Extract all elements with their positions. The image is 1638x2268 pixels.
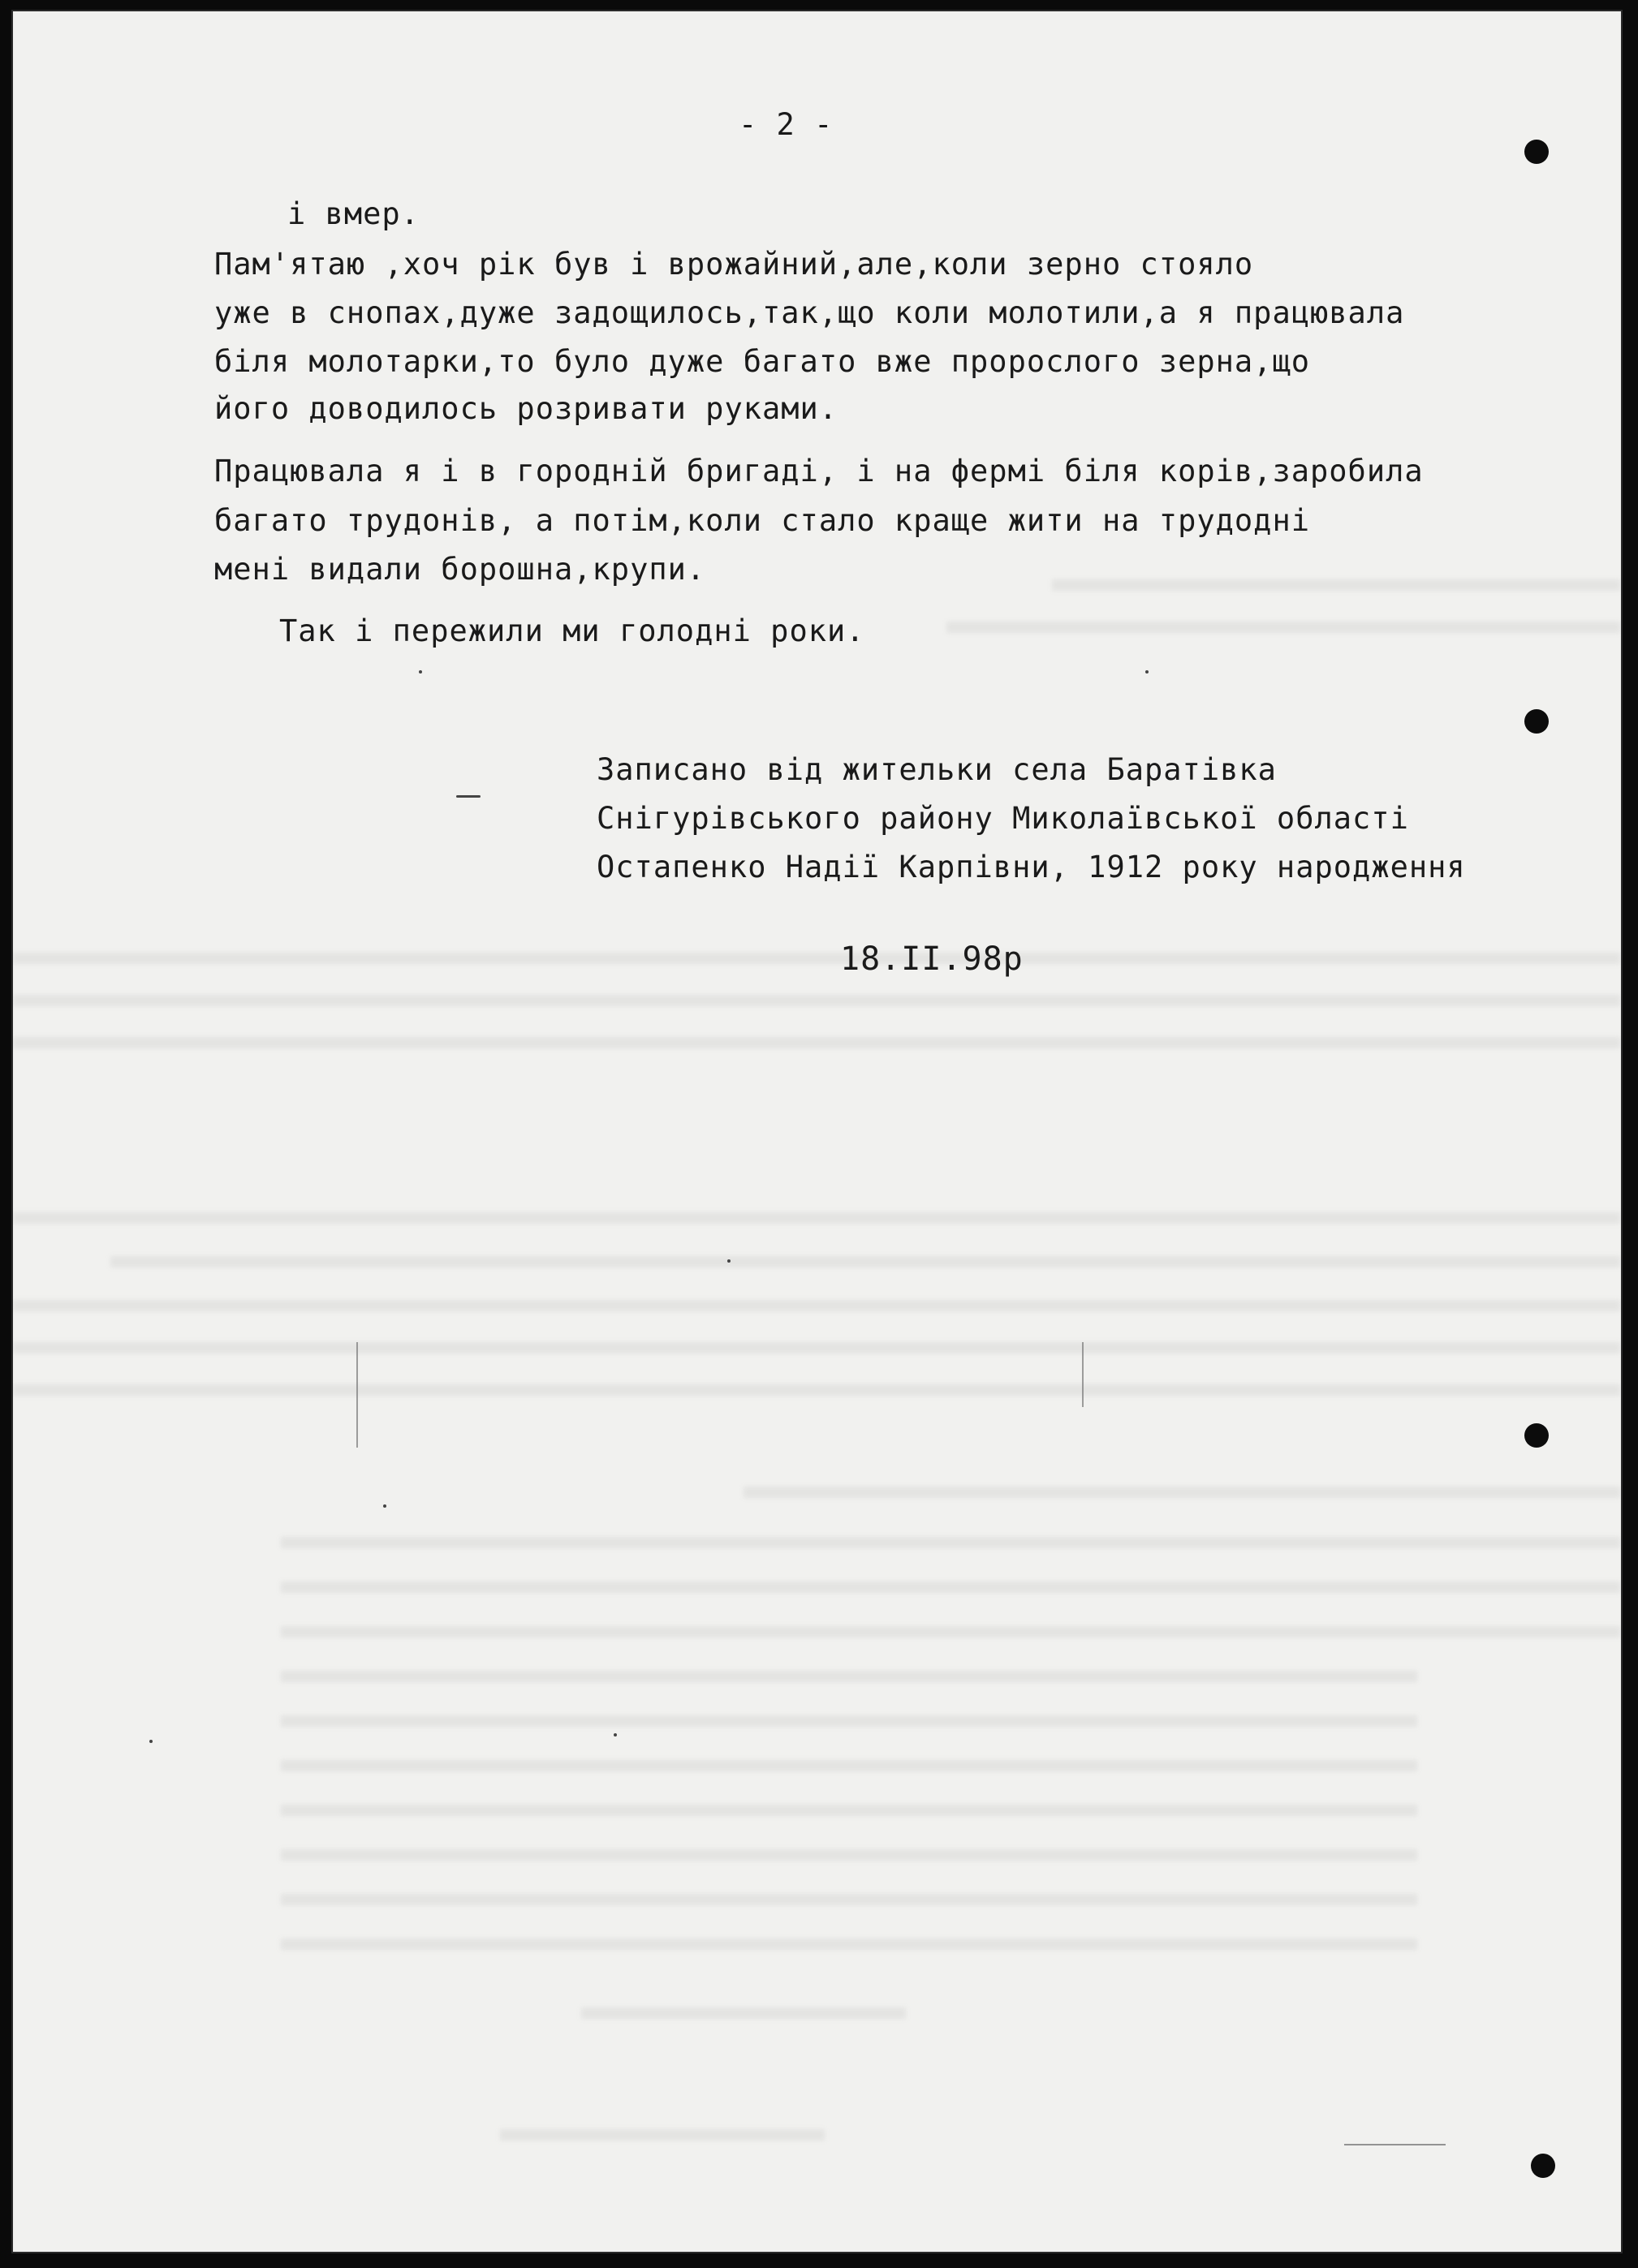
bleed-through	[13, 1384, 1620, 1396]
bleed-through	[581, 2008, 906, 2019]
body-line: Пам'ятаю ,хоч рік був і врожайний,але,коли зерно стояло	[214, 247, 1254, 282]
bleed-through	[110, 1256, 1620, 1267]
body-line: його доводилось розривати руками.	[214, 391, 838, 426]
document-page	[11, 10, 1623, 2253]
vertical-rule	[1082, 1342, 1084, 1407]
punch-hole	[1531, 2154, 1555, 2178]
attribution-line: Снігурівського району Миколаївської області	[597, 801, 1409, 836]
body-line: Так і пережили ми голодні роки.	[279, 613, 865, 648]
attribution-line: Записано від жительки села Баратівка	[597, 752, 1277, 787]
bleed-through	[13, 1037, 1620, 1048]
bleed-through	[500, 2129, 825, 2141]
bleed-through	[13, 995, 1620, 1006]
page-number: - 2 -	[739, 107, 834, 142]
bleed-through	[281, 1671, 1417, 1682]
bleed-through	[281, 1894, 1417, 1905]
vertical-rule	[356, 1342, 358, 1448]
stray-mark	[419, 670, 422, 674]
body-line: мені видали борошна,крупи.	[214, 552, 706, 587]
bleed-through	[13, 953, 1620, 964]
horizontal-rule	[1344, 2144, 1446, 2145]
bleed-through	[281, 1715, 1417, 1727]
bleed-through	[281, 1805, 1417, 1816]
stray-mark	[1145, 670, 1149, 674]
bleed-through	[13, 1300, 1620, 1311]
body-line: багато трудонів, а потім,коли стало краще жити на трудодні	[214, 503, 1311, 538]
stray-mark	[614, 1733, 617, 1737]
stray-mark	[149, 1740, 153, 1743]
punch-hole	[1524, 140, 1549, 164]
bleed-through	[13, 1342, 1620, 1353]
stray-mark	[727, 1259, 731, 1263]
bleed-through	[1052, 579, 1620, 591]
stray-mark	[456, 795, 481, 798]
bleed-through	[744, 1487, 1620, 1498]
bleed-through	[13, 1212, 1620, 1224]
bleed-through	[281, 1849, 1417, 1861]
attribution-line: Остапенко Надії Карпівни, 1912 року народження	[597, 850, 1466, 884]
bleed-through	[281, 1582, 1620, 1593]
stray-mark	[383, 1504, 386, 1508]
bleed-through	[281, 1626, 1620, 1638]
bleed-through	[281, 1537, 1620, 1548]
body-line: і вмер.	[287, 196, 420, 231]
bleed-through	[281, 1760, 1417, 1771]
punch-hole	[1524, 1423, 1549, 1448]
punch-hole	[1524, 709, 1549, 734]
body-line: Працювала я і в городній бригаді, і на фермі біля корів,заробила	[214, 454, 1424, 488]
bleed-through	[281, 1939, 1417, 1950]
body-line: уже в снопах,дуже задощилось,так,що коли молотили,а я працювала	[214, 295, 1405, 330]
document-date: 18.II.98р	[840, 940, 1024, 978]
body-line: біля молотарки,то було дуже багато вже пророслого зерна,що	[214, 344, 1311, 379]
bleed-through	[946, 622, 1620, 633]
